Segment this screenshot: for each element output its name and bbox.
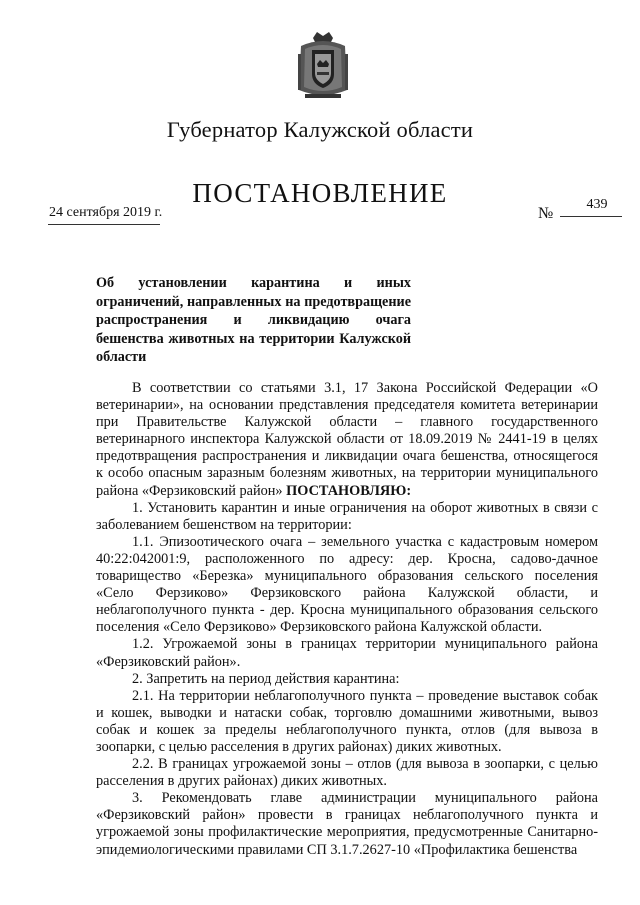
document-subject: Об установлении карантина и иных ограничений, направленных на предотвращение распространения и ликвидацию очага бешенства животных на территории Калужской области — [96, 275, 411, 365]
document-type-title: ПОСТАНОВЛЕНИЕ — [192, 178, 448, 208]
intro-text: В соответствии со статьями 3.1, 17 Закона Российской Федерации «О ветеринарии», на основании представления председателя комитета ветеринарии при Правительстве Калужской области – главного государственного ветеринарного инспектора Калужской области от 18.09.2019 № 2441-19 в целях предотвращения распространения и ликвидации очага бешенства, относящегося к особо опасным заразным болезням животных, на территории муниципального района «Ферзиковский район» — [96, 380, 598, 499]
issuing-authority: Губернатор Калужской области — [166, 117, 474, 142]
paragraph-2-1: 2.1. На территории неблагополучного пункта – проведение выставок собак и кошек, выводки и натаски собак, торговлю домашними животными, вывоз собак и кошек за пределы неблагополучного пункта, отлов (для вывоза в зоопарки, с целью расселения в других районах) диких животных. — [96, 687, 598, 755]
number-label: № — [538, 205, 554, 222]
paragraph-1-1: 1.1. Эпизоотического очага – земельного участка с кадастровым номером 40:22:042001:9, расположенного по адресу: дер. Кросна, садово-дачное товарищество «Березка» муниципального образования сельского поселения «Село Ферзиково» Ферзиковского района Калужской области, и неблагополучного пункта - дер. Кросна муниципального образования сельского поселения «Село Ферзиково» Ферзиковского района Калужской области. — [96, 533, 598, 636]
paragraph-2-2: 2.2. В границах угрожаемой зоны – отлов (для вывоза в зоопарки, с целью расселения в других районах) диких животных. — [96, 756, 598, 790]
paragraph-2: 2. Запретить на период действия карантина: — [132, 670, 400, 687]
paragraph-1: 1. Установить карантин и иные ограничения на оборот животных в связи с заболеванием бешенством на территории: — [96, 499, 598, 533]
document-number: 439 — [586, 197, 608, 212]
paragraph-3: 3. Рекомендовать главе администрации муниципального района «Ферзиковский район» провести в границах неблагополучного пункта и угрожаемой зоны профилактические мероприятия, предусмотренные Санитарно-эпидемиологическими правилами СП 3.1.7.2627-10 «Профилактика бешенства — [96, 790, 598, 858]
document-date: 24 сентября 2019 г. — [49, 205, 163, 220]
kaluga-coat-of-arms-icon — [295, 30, 351, 102]
date-underline — [48, 224, 160, 225]
decree-word: ПОСТАНОВЛЯЮ: — [286, 482, 412, 499]
paragraph-1-2: 1.2. Угрожаемой зоны в границах территории муниципального района «Ферзиковский район». — [96, 636, 598, 670]
document-body — [96, 380, 598, 859]
number-underline — [560, 216, 622, 217]
intro-paragraph — [96, 380, 598, 500]
